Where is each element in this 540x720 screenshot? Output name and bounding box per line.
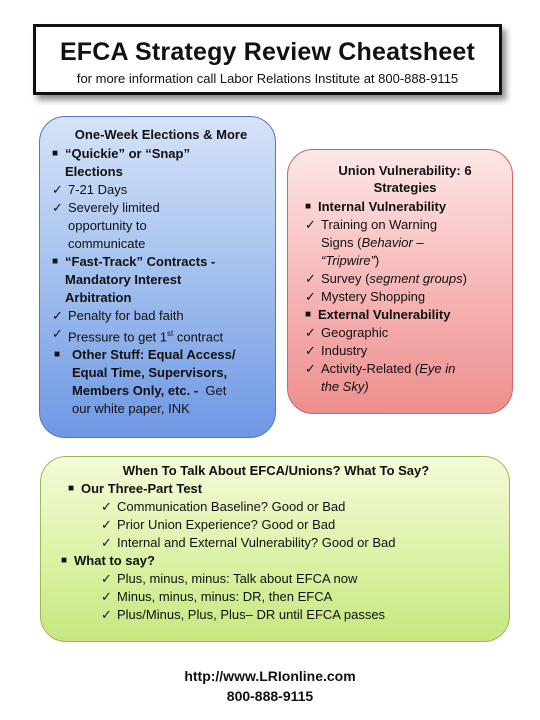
list-subitem: ✓ Internal and External Vulnerability? Good or Bad (101, 535, 396, 550)
list-subitem: ✓ Plus/Minus, Plus, Plus– DR until EFCA passes (101, 607, 386, 622)
square-bullet-icon: ■ (68, 483, 75, 494)
elections-panel-title: One-Week Elections & More (74, 127, 248, 142)
check-icon: ✓ (305, 271, 316, 286)
what-to-say-panel-title: When To Talk About EFCA/Unions? What To Say? (122, 463, 430, 478)
check-icon: ✓ (305, 289, 316, 304)
list-subitem: ✓ Penalty for bad faith (52, 308, 184, 323)
check-icon: ✓ (305, 325, 316, 340)
check-icon: ✓ (305, 361, 316, 376)
elections-panel (39, 116, 276, 438)
list-subitem: ✓ Plus, minus, minus: Talk about EFCA now (101, 571, 358, 586)
list-subitem: ✓ Pressure to get 1st contract (52, 326, 224, 345)
square-bullet-icon: ■ (61, 555, 68, 566)
list-item-fast-track: ■ “Fast-Track” Contracts - Mandatory Interest Arbitration (52, 254, 216, 305)
square-bullet-icon: ■ (305, 201, 312, 212)
check-icon: ✓ (52, 200, 63, 215)
check-icon: ✓ (101, 571, 112, 586)
list-subitem: ✓ Communication Baseline? Good or Bad (101, 499, 346, 514)
list-item-quickie: ■ “Quickie” or “Snap” Elections (52, 146, 190, 179)
check-icon: ✓ (101, 589, 112, 604)
footer-phone: 800-888-9115 (226, 688, 314, 704)
list-subitem: ✓ 7-21 Days (52, 182, 128, 197)
list-item-other-stuff: ■ Other Stuff: Equal Access/ Equal Time, Supervisors, Members Only, etc. - Get our white paper, INK (54, 347, 236, 417)
list-subitem: ✓ Training on Warning Signs (Behavior – “Tripwire”) (305, 217, 438, 268)
list-subitem: ✓ Industry (305, 343, 368, 358)
check-icon: ✓ (52, 326, 63, 341)
check-icon: ✓ (52, 308, 63, 323)
check-icon: ✓ (305, 343, 316, 358)
list-subitem: ✓ Activity-Related (Eye in the Sky) (305, 361, 456, 394)
vulnerability-panel-title: Union Vulnerability: 6 Strategies (338, 163, 472, 195)
check-icon: ✓ (52, 182, 63, 197)
check-icon: ✓ (101, 517, 112, 532)
list-subitem: ✓ Prior Union Experience? Good or Bad (101, 517, 336, 532)
check-icon: ✓ (305, 217, 316, 232)
vulnerability-panel (287, 149, 513, 414)
list-subitem: ✓ Mystery Shopping (305, 289, 426, 304)
square-bullet-icon: ■ (54, 349, 61, 361)
list-item-internal: ■ Internal Vulnerability (305, 199, 447, 214)
list-subitem: ✓ Survey (segment groups) (305, 271, 467, 286)
square-bullet-icon: ■ (52, 148, 59, 159)
square-bullet-icon: ■ (305, 309, 312, 320)
list-subitem: ✓ Minus, minus, minus: DR, then EFCA (101, 589, 333, 604)
list-item-external: ■ External Vulnerability (305, 307, 451, 322)
page-title: EFCA Strategy Review Cheatsheet (59, 38, 476, 66)
page-subtitle: for more information call Labor Relations Institute at 800-888-9115 (76, 71, 459, 86)
square-bullet-icon: ■ (52, 256, 59, 267)
list-subitem: ✓ Severely limited opportunity to communicate (52, 200, 160, 251)
list-subitem: ✓ Geographic (305, 325, 389, 340)
title-box (33, 24, 502, 95)
check-icon: ✓ (101, 607, 112, 622)
list-item-what-to-say: ■ What to say? (61, 553, 155, 568)
footer-url[interactable]: http://www.LRIonline.com (184, 668, 356, 684)
list-item-three-part-test: ■ Our Three-Part Test (68, 481, 203, 496)
check-icon: ✓ (101, 499, 112, 514)
check-icon: ✓ (101, 535, 112, 550)
what-to-say-panel (40, 456, 510, 642)
